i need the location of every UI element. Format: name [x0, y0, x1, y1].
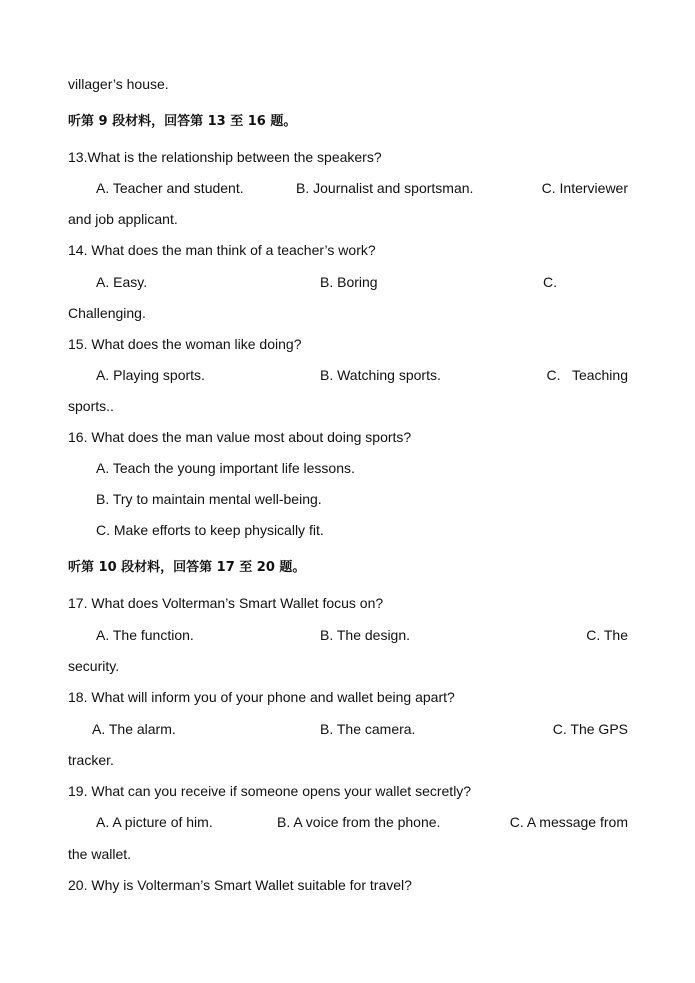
q18-option-c: C. The GPS — [552, 721, 628, 737]
q15-option-b: B. Watching sports. — [320, 367, 441, 383]
question-15: 15. What does the woman like doing? — [68, 336, 302, 352]
q15-option-c-continued: sports.. — [68, 398, 114, 414]
q19-option-a: A. A picture of him. — [96, 814, 213, 830]
q15-option-c: C. Teaching — [546, 367, 628, 383]
q13-option-c: C. Interviewer — [541, 180, 628, 196]
section-9-heading: 听第 9 段材料，回答第 13 至 16 题。 — [68, 114, 297, 129]
q18-option-a: A. The alarm. — [92, 721, 176, 737]
q19-option-c: C. A message from — [509, 814, 628, 830]
q16-option-c: C. Make efforts to keep physically fit. — [96, 522, 324, 538]
q18-option-c-continued: tracker. — [68, 752, 114, 768]
q19-option-b: B. A voice from the phone. — [277, 814, 441, 830]
q13-option-a: A. Teacher and student. — [96, 180, 244, 196]
q19-option-c-continued: the wallet. — [68, 846, 132, 862]
q14-option-c: C. — [543, 274, 557, 290]
q14-option-a: A. Easy. — [96, 274, 148, 290]
q13-option-b: B. Journalist and sportsman. — [296, 180, 474, 196]
question-19: 19. What can you receive if someone opens your wallet secretly? — [68, 783, 472, 799]
q13-option-c-continued: and job applicant. — [68, 211, 178, 227]
q16-option-a: A. Teach the young important life lessons. — [96, 460, 355, 476]
q17-option-c-continued: security. — [68, 658, 120, 674]
question-18: 18. What will inform you of your phone and wallet being apart? — [68, 689, 455, 705]
q14-option-b: B. Boring — [320, 274, 378, 290]
continued-text: villager’s house. — [68, 76, 169, 92]
question-17: 17. What does Volterman’s Smart Wallet focus on? — [68, 595, 384, 611]
q15-option-a: A. Playing sports. — [96, 367, 205, 383]
question-14: 14. What does the man think of a teacher’s work? — [68, 242, 376, 258]
q17-option-a: A. The function. — [96, 627, 194, 643]
section-10-heading: 听第 10 段材料，回答第 17 至 20 题。 — [68, 560, 306, 575]
question-13: 13.What is the relationship between the speakers? — [68, 149, 382, 165]
q18-option-b: B. The camera. — [320, 721, 416, 737]
q17-option-b: B. The design. — [320, 627, 411, 643]
q16-option-b: B. Try to maintain mental well-being. — [96, 491, 322, 507]
question-16: 16. What does the man value most about doing sports? — [68, 429, 412, 445]
question-20: 20. Why is Volterman’s Smart Wallet suitable for travel? — [68, 877, 412, 893]
q17-option-c: C. The — [586, 627, 628, 643]
q14-option-c-continued: Challenging. — [68, 305, 146, 321]
